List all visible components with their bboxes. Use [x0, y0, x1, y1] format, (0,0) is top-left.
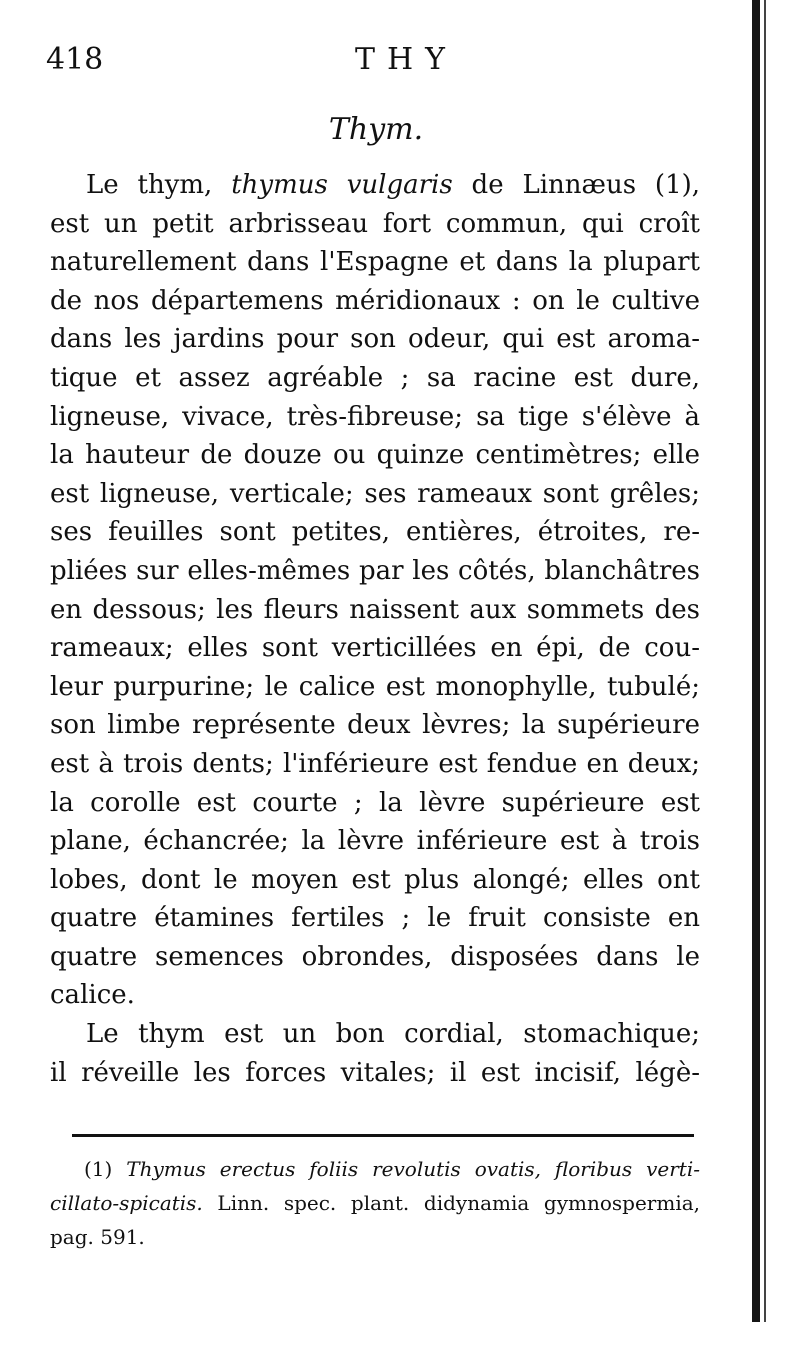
- text-line: dans les jardins pour son odeur, qui est aroma-: [50, 324, 700, 355]
- text-line: est ligneuse, verticale; ses rameaux sont grêles;: [50, 478, 700, 509]
- body-text: [50, 166, 700, 1092]
- running-title: THY: [355, 42, 457, 77]
- text-line: ligneuse, vivace, très-fibreuse; sa tige s'élève à: [50, 401, 700, 432]
- text-line: rameaux; elles sont verticillées en épi, de cou-: [50, 633, 700, 664]
- text-line: lobes, dont le moyen est plus alongé; elles ont: [50, 864, 700, 895]
- text-line: en dessous; les fleurs naissent aux sommets des: [50, 594, 700, 625]
- footnote-line: pag. 591.: [50, 1225, 145, 1249]
- text-line: Le thym est un bon cordial, stomachique;: [86, 1019, 700, 1050]
- text-line: naturellement dans l'Espagne et dans la plupart: [50, 247, 700, 278]
- footnote-line: [50, 1152, 700, 1186]
- text-line: est à trois dents; l'inférieure est fendue en deux;: [50, 748, 700, 779]
- footnote-latin: cillato-spicatis.: [50, 1191, 203, 1215]
- text-line: quatre semences obrondes, disposées dans le: [50, 941, 700, 972]
- text-line: leur purpurine; le calice est monophylle, tubulé;: [50, 671, 700, 702]
- text-line: ses feuilles sont petites, entières, étroites, re-: [50, 517, 700, 548]
- text-line: il réveille les forces vitales; il est incisif, légè-: [50, 1057, 700, 1088]
- section-title: Thym.: [328, 112, 424, 147]
- footnote-reference: Linn. spec. plant. didynamia gymnospermia,: [202, 1191, 700, 1215]
- text-run: de Linnæus (1),: [452, 170, 701, 200]
- text-line: quatre étamines fertiles ; le fruit consiste en: [50, 903, 700, 934]
- running-header: [46, 38, 706, 82]
- text-line: calice.: [50, 980, 135, 1011]
- text-line: la hauteur de douze ou quinze centimètres; elle: [50, 440, 700, 471]
- book-spine-shadow: [764, 0, 766, 1322]
- text-line: [50, 166, 700, 205]
- text-run: Le thym,: [86, 170, 232, 200]
- text-line: tique et assez agréable ; sa racine est dure,: [50, 362, 700, 393]
- text-line: son limbe représente deux lèvres; la supérieure: [50, 710, 700, 741]
- text-line: pliées sur elles-mêmes par les côtés, blanchâtres: [50, 555, 700, 586]
- species-name: thymus vulgaris: [231, 170, 453, 200]
- footnote-divider: [72, 1134, 694, 1137]
- text-line: la corolle est courte ; la lèvre supérieure est: [50, 787, 700, 818]
- footnote: [50, 1152, 700, 1254]
- footnote-line: [50, 1186, 700, 1220]
- text-line: est un petit arbrisseau fort commun, qui croît: [50, 208, 700, 239]
- page-number: 418: [46, 42, 104, 77]
- footnote-latin: Thymus erectus foliis revolutis ovatis, floribus verti-: [126, 1157, 700, 1181]
- book-spine-edge: [752, 0, 760, 1322]
- text-line: de nos départemens méridionaux : on le cultive: [50, 285, 700, 316]
- text-line: plane, échancrée; la lèvre inférieure est à trois: [50, 826, 700, 857]
- footnote-marker: (1): [84, 1157, 127, 1181]
